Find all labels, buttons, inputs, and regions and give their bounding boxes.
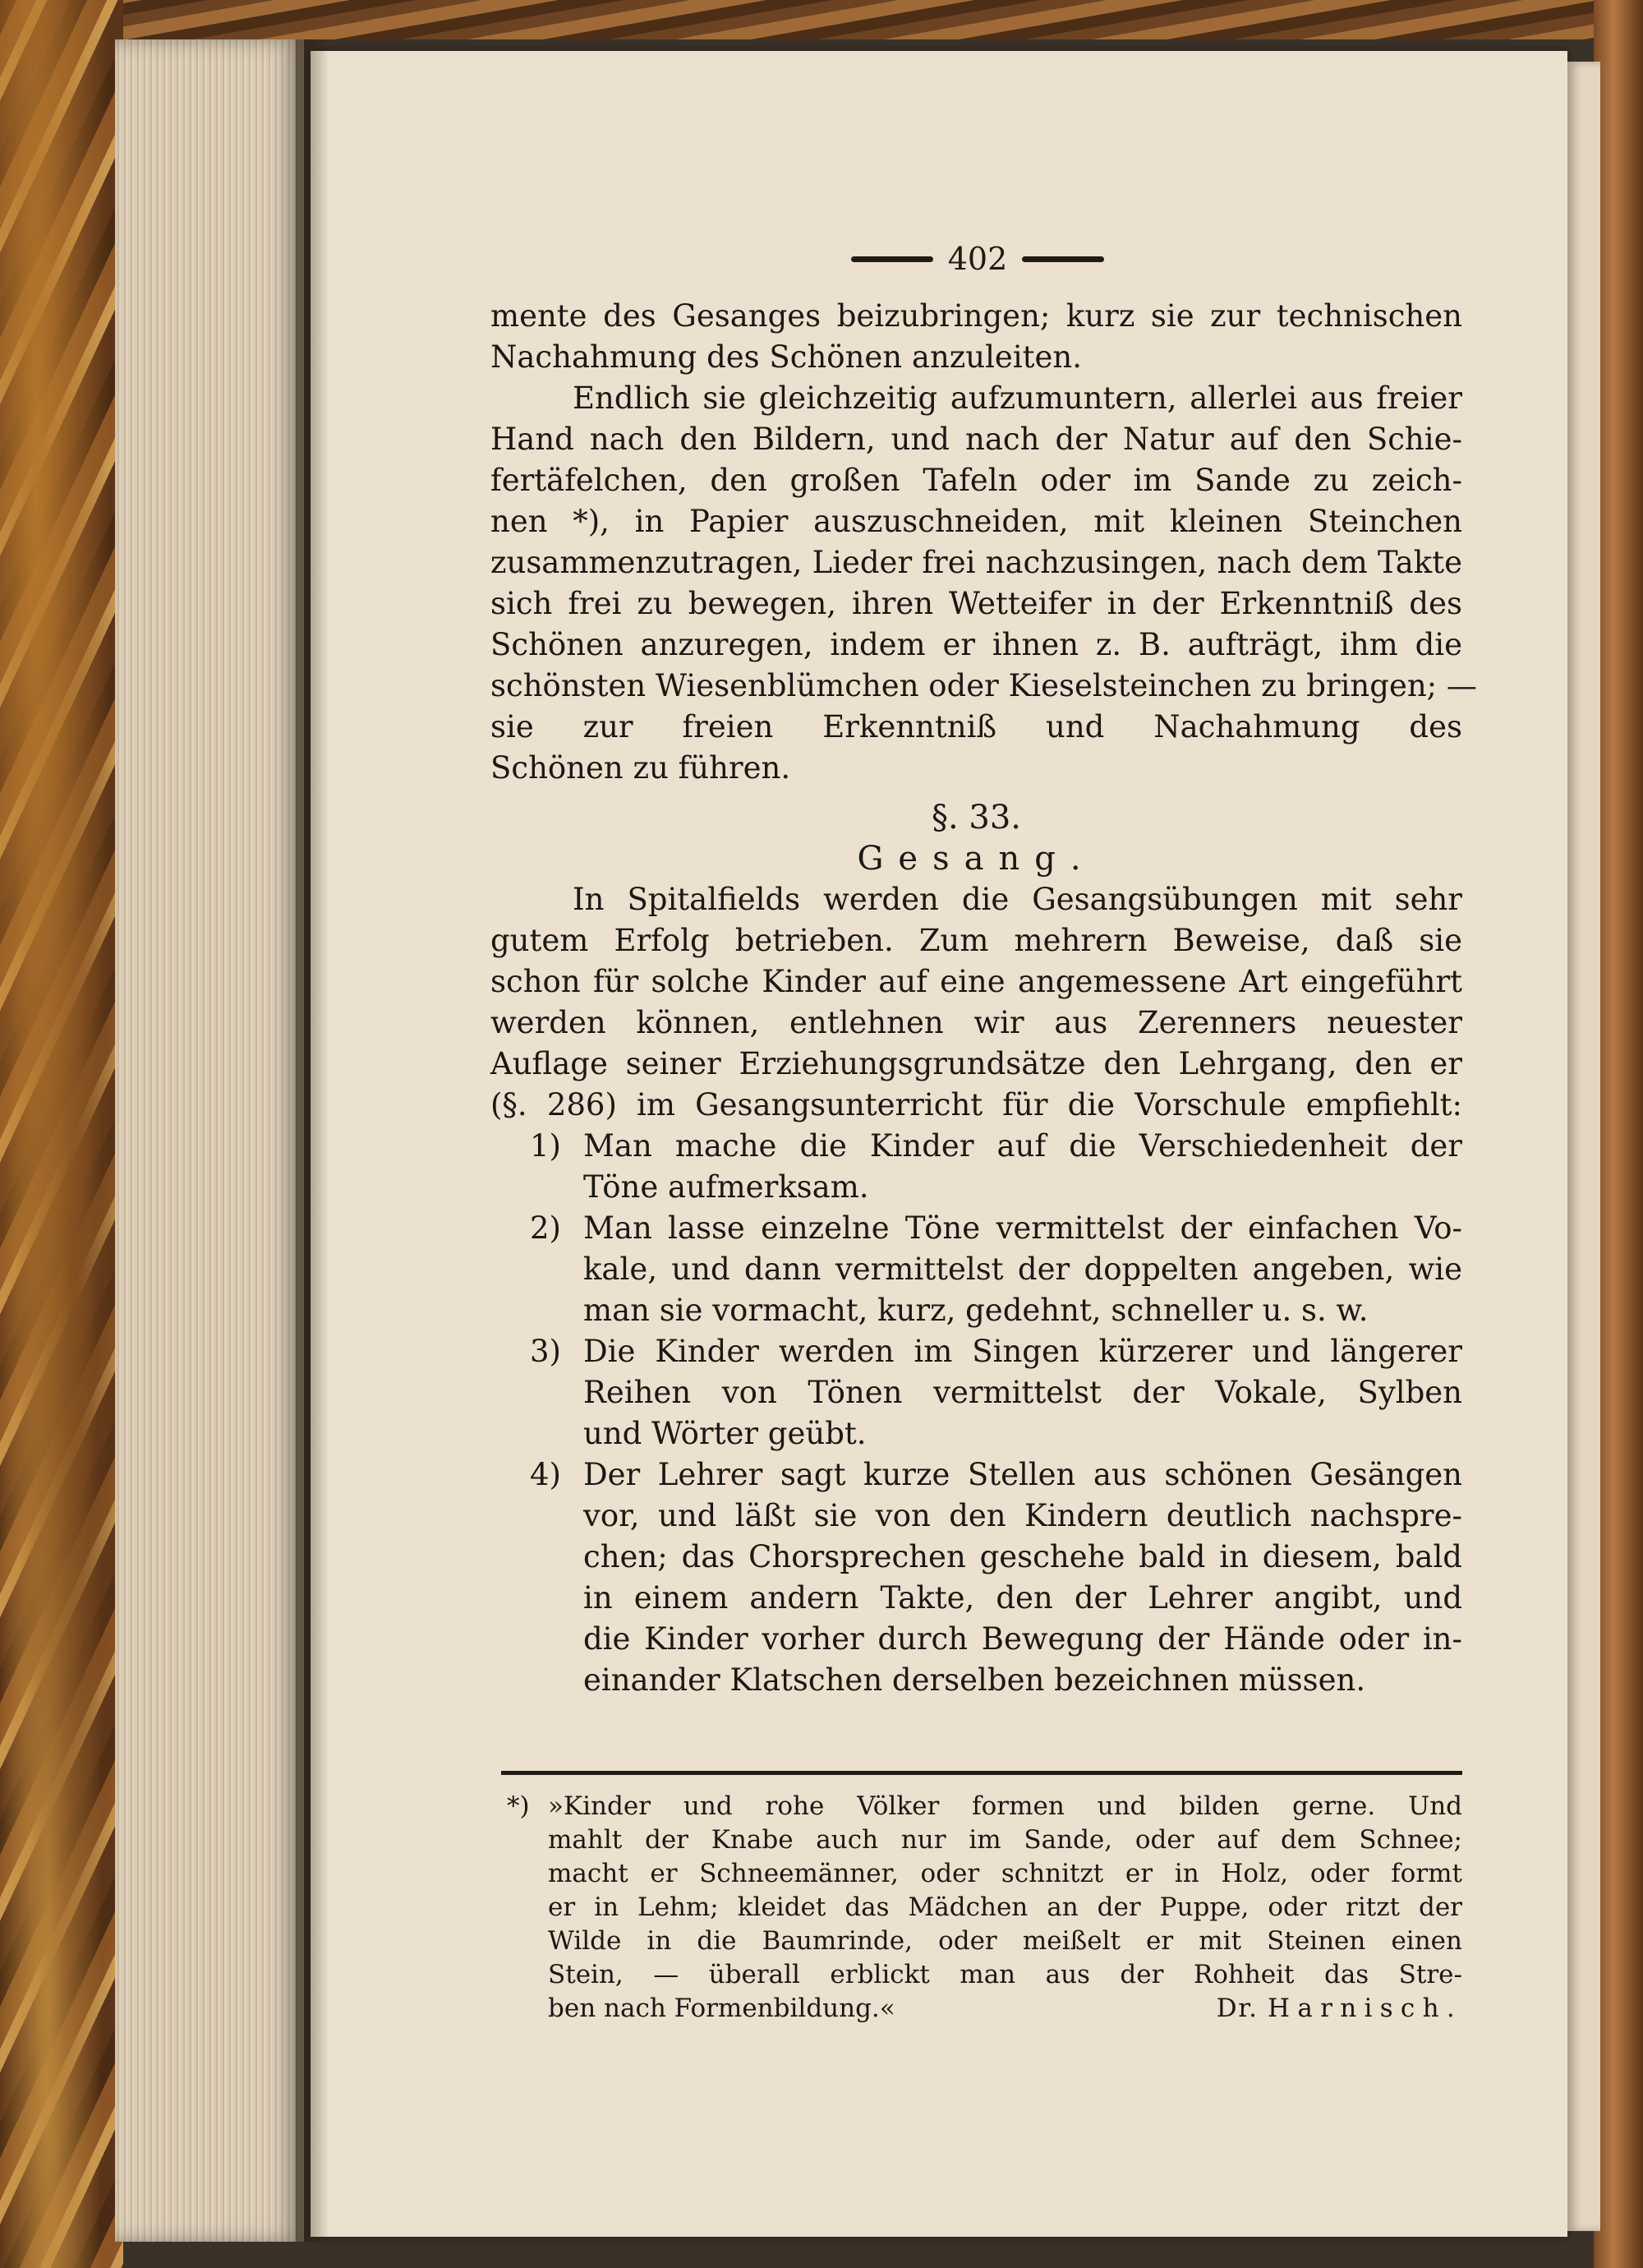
continuation-paragraph bbox=[490, 296, 1462, 378]
right-ornament-dash bbox=[1022, 256, 1104, 262]
text-line: in einem andern Takte, den der Lehrer angibt, und bbox=[583, 1580, 1462, 1616]
list-number: 3) bbox=[530, 1334, 561, 1369]
text-line: In Spitalfields werden die Gesangsübungen mit sehr bbox=[573, 882, 1462, 917]
footnote-line: er in Lehm; kleidet das Mädchen an der Puppe, oder ritzt der bbox=[548, 1892, 1462, 1922]
paragraph bbox=[490, 879, 1462, 1126]
footnote-line: Stein, — überall erblickt man aus der Rohheit das Stre- bbox=[548, 1960, 1462, 1989]
text-line: man sie vormacht, kurz, gedehnt, schneller u. s. w. bbox=[583, 1293, 1369, 1328]
text-line: die Kinder vorher durch Bewegung der Hände oder in- bbox=[583, 1621, 1462, 1657]
text-line: Der Lehrer sagt kurze Stellen aus schönen Gesängen bbox=[583, 1457, 1462, 1492]
footnote-line: ben nach Formenbildung.« bbox=[548, 1994, 895, 2023]
book-cover-top bbox=[0, 0, 1643, 39]
text-line: fertäfelchen, den großen Tafeln oder im Sande zu zeich- bbox=[490, 463, 1462, 498]
text-line: Nachahmung des Schönen anzuleiten. bbox=[490, 339, 1083, 375]
list-number: 4) bbox=[530, 1457, 561, 1492]
numbered-list bbox=[490, 1126, 1462, 1701]
section-number: §. 33. bbox=[931, 799, 1022, 837]
text-line: schönsten Wiesenblümchen oder Kieselsteinchen zu bringen; — bbox=[490, 668, 1477, 703]
text-line: chen; das Chorsprechen geschehe bald in diesem, bald bbox=[583, 1539, 1462, 1574]
paragraph bbox=[490, 378, 1477, 789]
marbled-cover bbox=[0, 0, 123, 2268]
author-prefix: Dr. bbox=[1216, 1994, 1259, 2023]
text-line: schon für solche Kinder auf eine angemessene Art eingeführt bbox=[490, 964, 1462, 999]
text-line: Hand nach den Bildern, und nach der Natur auf den Schie- bbox=[490, 422, 1462, 457]
footnote-line: macht er Schneemänner, oder schnitzt er in Holz, oder formt bbox=[548, 1859, 1462, 1888]
footnote-author bbox=[1217, 1992, 1462, 2026]
spine-shadow bbox=[296, 39, 329, 2242]
footnote-line: »Kinder und rohe Völker formen und bilden gerne. Und bbox=[548, 1791, 1462, 1821]
footnote-mark: *) bbox=[507, 1791, 530, 1821]
section-title: Gesang. bbox=[857, 840, 1096, 878]
list-item bbox=[490, 1454, 1462, 1701]
list-number: 2) bbox=[530, 1210, 561, 1246]
text-line: Schönen anzuregen, indem er ihnen z. B. aufträgt, ihm die bbox=[490, 627, 1462, 662]
text-line: Endlich sie gleichzeitig aufzumuntern, allerlei aus freier bbox=[573, 380, 1462, 416]
text-line: Schönen zu führen. bbox=[490, 750, 791, 786]
text-line: einander Klatschen derselben bezeichnen müssen. bbox=[583, 1662, 1366, 1698]
list-item bbox=[490, 1331, 1462, 1454]
text-line: Töne aufmerksam. bbox=[583, 1169, 869, 1205]
text-line: sich frei zu bewegen, ihren Wetteifer in der Erkenntniß des bbox=[490, 586, 1462, 621]
left-ornament-dash bbox=[851, 256, 933, 262]
page-number: 402 bbox=[947, 241, 1008, 277]
running-head bbox=[822, 238, 1134, 279]
list-number: 1) bbox=[530, 1128, 561, 1164]
text-line: vor, und läßt sie von den Kindern deutlich nachspre- bbox=[583, 1498, 1462, 1533]
text-line: Man lasse einzelne Töne vermittelst der einfachen Vo- bbox=[583, 1210, 1462, 1246]
footnote-line: Wilde in die Baumrinde, oder meißelt er mit Steinen einen bbox=[548, 1926, 1462, 1956]
text-line: (§. 286) im Gesangsunterricht für die Vorschule empfiehlt: bbox=[490, 1087, 1462, 1122]
text-line: Die Kinder werden im Singen kürzerer und längerer bbox=[583, 1334, 1462, 1369]
text-line: gutem Erfolg betrieben. Zum mehrern Beweise, daß sie bbox=[490, 923, 1462, 958]
text-line: zusammenzutragen, Lieder frei nachzusingen, nach dem Takte bbox=[490, 545, 1462, 580]
text-line: kale, und dann vermittelst der doppelten angeben, wie bbox=[583, 1252, 1462, 1287]
text-line: mente des Gesanges beizubringen; kurz sie zur technischen bbox=[490, 298, 1462, 334]
body-text bbox=[490, 296, 1477, 1701]
text-line: Reihen von Tönen vermittelst der Vokale, Sylben bbox=[583, 1375, 1462, 1410]
text-line: sie zur freien Erkenntniß und Nachahmung des bbox=[490, 709, 1462, 744]
list-item bbox=[490, 1126, 1462, 1208]
author-name: Harnisch. bbox=[1267, 1994, 1462, 2023]
text-line: und Wörter geübt. bbox=[583, 1416, 867, 1451]
page-edges bbox=[115, 39, 304, 2242]
footnote-rule bbox=[501, 1771, 1462, 1775]
footnote bbox=[507, 1790, 1462, 2026]
text-line: Auflage seiner Erziehungsgrundsätze den Lehrgang, den er bbox=[490, 1046, 1462, 1081]
text-line: Man mache die Kinder auf die Verschiedenheit der bbox=[583, 1128, 1462, 1164]
book-cover-right bbox=[1594, 0, 1643, 2268]
facing-page-edge bbox=[1567, 62, 1600, 2231]
list-item bbox=[490, 1208, 1462, 1331]
footnote-line: mahlt der Knabe auch nur im Sande, oder auf dem Schnee; bbox=[548, 1825, 1462, 1855]
text-line: nen *), in Papier auszuschneiden, mit kleinen Steinchen bbox=[490, 504, 1462, 539]
footnote-last-line bbox=[548, 1992, 1462, 2026]
text-line: werden können, entlehnen wir aus Zerenners neuester bbox=[490, 1005, 1462, 1040]
